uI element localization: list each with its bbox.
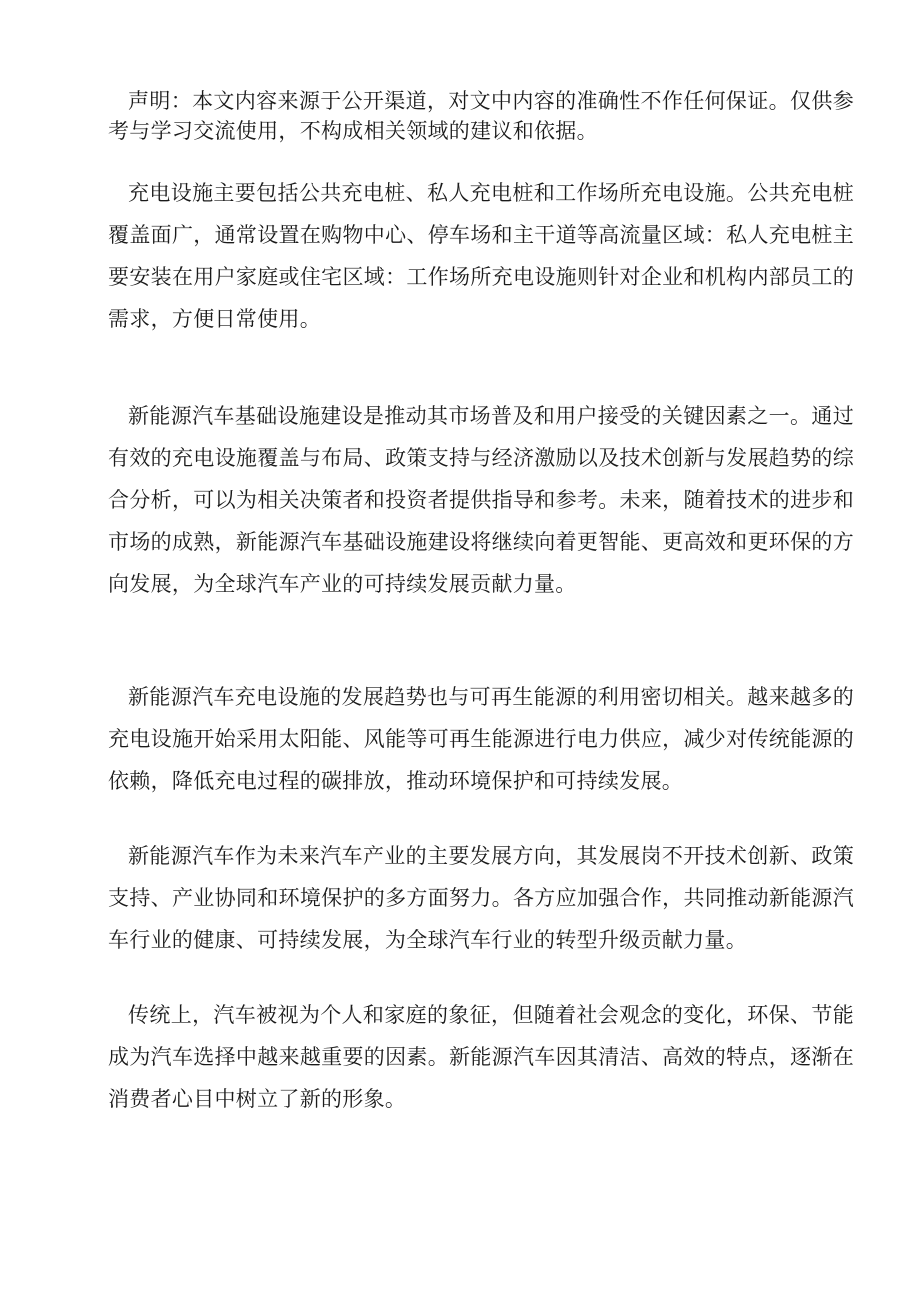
body-paragraph-5: 传统上，汽车被视为个人和家庭的象征，但随着社会观念的变化，环保、节能成为汽车选择中越来越重要的因素。新能源汽车因其清洁、高效的特点，逐渐在消费者心目中树立了新的形象。 — [108, 1003, 854, 1111]
disclaimer-paragraph: 声明：本文内容来源于公开渠道，对文中内容的准确性不作任何保证。仅供参考与学习交流使用，不构成相关领域的建议和依据。 — [108, 89, 854, 143]
body-paragraph-2: 新能源汽车基础设施建设是推动其市场普及和用户接受的关键因素之一。通过有效的充电设施覆盖与布局、政策支持与经济激励以及技术创新与发展趋势的综合分析，可以为相关决策者和投资者提供指导和参考。未来，随着技术的进步和市场的成熟，新能源汽车基础设施建设将继续向着更智能、更高效和更环保的方向发展，为全球汽车产业的可持续发展贡献力量。 — [108, 404, 854, 596]
body-paragraph-1: 充电设施主要包括公共充电桩、私人充电桩和工作场所充电设施。公共充电桩覆盖面广，通常设置在购物中心、停车场和主干道等高流量区域：私人充电桩主要安装在用户家庭或住宅区域：工作场所充电设施则针对企业和机构内部员工的需求，方便日常使用。 — [108, 181, 854, 331]
body-paragraph-4: 新能源汽车作为未来汽车产业的主要发展方向，其发展岗不开技术创新、政策支持、产业协同和环境保护的多方面努力。各方应加强合作，共同推动新能源汽车行业的健康、可持续发展，为全球汽车行业的转型升级贡献力量。 — [108, 844, 854, 952]
body-paragraph-3: 新能源汽车充电设施的发展趋势也与可再生能源的利用密切相关。越来越多的充电设施开始采用太阳能、风能等可再生能源进行电力供应，减少对传统能源的依赖，降低充电过程的碳排放，推动环境保护和可持续发展。 — [108, 685, 854, 793]
